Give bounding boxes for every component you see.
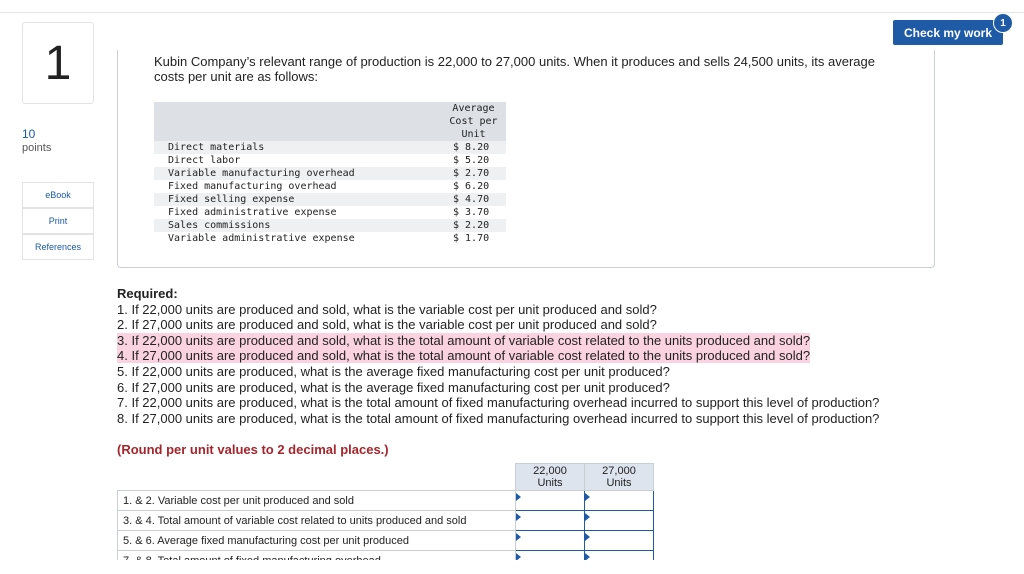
cost-label: Fixed selling expense [154, 193, 441, 206]
required-item: 5. If 22,000 units are produced, what is the average fixed manufacturing cost per unit produced? [117, 363, 670, 379]
intro-text: Kubin Company’s relevant range of production is 22,000 to 27,000 units. When it produces and sells 24,500 units, its average costs per unit are as follows: [154, 54, 875, 84]
cost-label: Sales commissions [154, 219, 441, 232]
table-row [154, 193, 506, 206]
required-item: 6. If 27,000 units are produced, what is the average fixed manufacturing cost per unit produced? [117, 379, 670, 395]
cost-label: Variable manufacturing overhead [154, 167, 441, 180]
cost-amount: $ 3.70 [453, 207, 490, 218]
cell-marker-icon [516, 513, 521, 521]
required-item-highlighted: 4. If 27,000 units are produced and sold, what is the total amount of variable cost related to the units produced and sold? [117, 348, 811, 364]
answer-table [117, 463, 654, 571]
answer-field[interactable] [516, 531, 584, 550]
cost-label: Fixed administrative expense [168, 207, 337, 218]
answer-input-27000[interactable] [585, 531, 654, 551]
table-row [154, 219, 506, 232]
cell-marker-icon [516, 493, 521, 501]
cost-table-header: Average Cost per Unit [441, 102, 506, 141]
cost-label: Direct materials [154, 141, 441, 154]
required-item: 7. If 22,000 units are produced, what is the total amount of fixed manufacturing overhead incurred to support this level of production? [117, 395, 880, 411]
cell-marker-icon [516, 533, 521, 541]
required-item-highlighted: 3. If 22,000 units are produced and sold, what is the total amount of variable cost related to the units produced and sold? [117, 332, 811, 348]
notification-badge: 1 [993, 13, 1013, 33]
answer-row-label: 3. & 4. Total amount of variable cost related to units produced and sold [118, 511, 516, 531]
cost-amount: $ 4.70 [441, 193, 506, 206]
answer-input-22000[interactable] [516, 511, 585, 531]
cost-table [154, 102, 506, 245]
column-header-22000: 22,000 Units [516, 464, 585, 491]
answer-row-label: 5. & 6. Average fixed manufacturing cost per unit produced [118, 531, 516, 551]
table-row [118, 491, 654, 511]
cost-label: Variable administrative expense [168, 233, 355, 244]
points-label: points [22, 142, 52, 154]
points-info [22, 127, 51, 155]
answer-header-blank [118, 464, 516, 491]
answer-input-27000[interactable] [585, 491, 654, 511]
cell-marker-icon [585, 533, 590, 541]
table-row [154, 180, 506, 193]
table-row [154, 167, 506, 180]
answer-field[interactable] [516, 491, 584, 510]
print-button[interactable]: Print [22, 208, 94, 234]
check-my-work-button[interactable]: Check my work [893, 20, 1003, 45]
answer-field[interactable] [585, 531, 653, 550]
table-row [154, 232, 506, 245]
answer-input-27000[interactable] [585, 511, 654, 531]
question-number: 1 [22, 22, 94, 104]
answer-field[interactable] [516, 511, 584, 530]
answer-input-22000[interactable] [516, 531, 585, 551]
cost-amount: $ 1.70 [453, 233, 490, 244]
required-item: 2. If 27,000 units are produced and sold, what is the variable cost per unit produced and sold? [117, 317, 657, 333]
cost-amount: $ 6.20 [453, 181, 490, 192]
points-value: 10 [22, 127, 36, 141]
answer-field[interactable] [585, 511, 653, 530]
top-divider [0, 12, 1024, 13]
column-header-27000: 27,000 Units [585, 464, 654, 491]
ebook-button[interactable]: eBook [22, 182, 94, 208]
cost-amount: $ 2.70 [441, 167, 506, 180]
table-row [154, 154, 506, 167]
rounding-note: (Round per unit values to 2 decimal places.) [117, 442, 389, 457]
cell-marker-icon [585, 493, 590, 501]
references-button[interactable]: References [22, 234, 94, 260]
cost-label: Direct labor [168, 155, 241, 166]
bottom-clip [0, 560, 1024, 574]
answer-row-label: 1. & 2. Variable cost per unit produced and sold [118, 491, 516, 511]
table-row [154, 141, 506, 154]
cost-table-header-blank [154, 102, 441, 141]
table-row [118, 511, 654, 531]
required-section [117, 286, 997, 426]
required-heading: Required: [117, 286, 178, 301]
cost-amount: $ 8.20 [441, 141, 506, 154]
cost-label: Fixed manufacturing overhead [168, 181, 337, 192]
cost-amount: $ 2.20 [441, 219, 506, 232]
answer-input-22000[interactable] [516, 491, 585, 511]
required-item: 1. If 22,000 units are produced and sold, what is the variable cost per unit produced and sold? [117, 301, 657, 317]
required-item: 8. If 27,000 units are produced, what is the total amount of fixed manufacturing overhead incurred to support this level of production? [117, 410, 880, 426]
answer-field[interactable] [585, 491, 653, 510]
cost-amount: $ 5.20 [453, 155, 490, 166]
table-row [118, 531, 654, 551]
cell-marker-icon [585, 513, 590, 521]
table-row [154, 206, 506, 219]
